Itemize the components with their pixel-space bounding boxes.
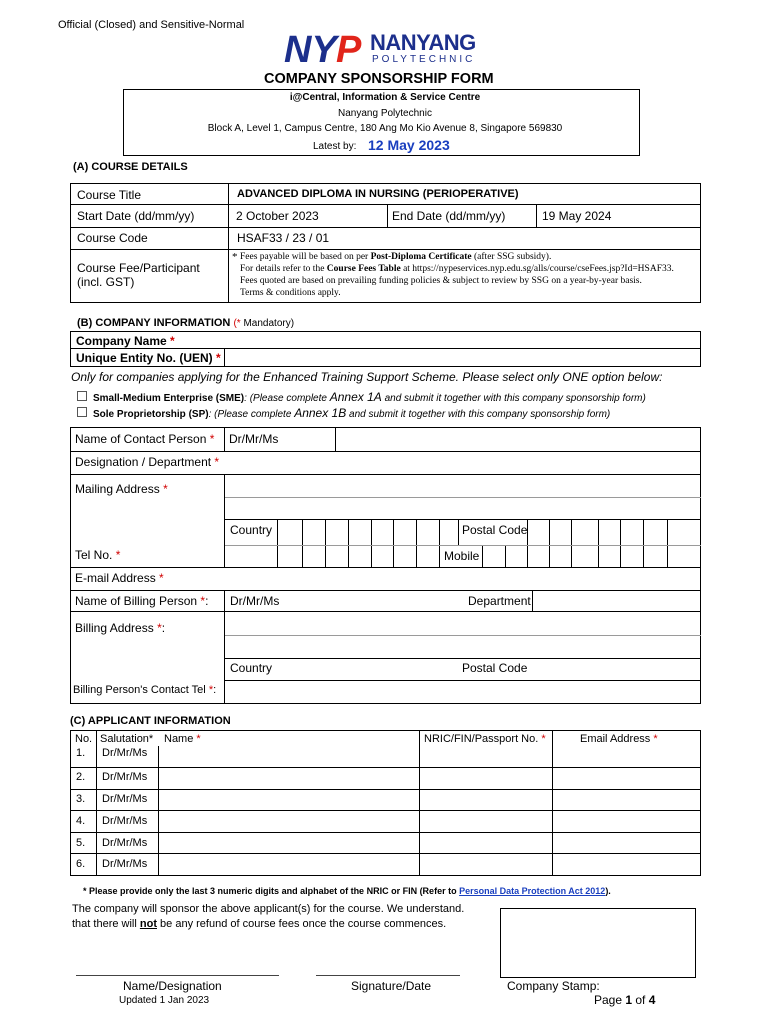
- section-b-heading: (B) COMPANY INFORMATION (* Mandatory): [77, 317, 295, 329]
- course-code-value: HSAF33 / 23 / 01: [237, 231, 330, 245]
- sp-checkbox[interactable]: [77, 407, 87, 417]
- applicant-row-salutation: Dr/Mr/Ms: [102, 837, 148, 849]
- applicant-row-no: 2.: [76, 771, 86, 783]
- course-title-label: Course Title: [77, 188, 142, 202]
- end-date-value: 19 May 2024: [542, 209, 612, 223]
- applicant-table: [70, 730, 701, 876]
- uen-label: Unique Entity No. (UEN) *: [76, 351, 221, 365]
- contact-salutation: Dr/Mr/Ms: [229, 432, 279, 446]
- fee-note-line-3: Fees quoted are based on prevailing funding policies & subject to review by SSG on a year-by-year basis.: [240, 276, 642, 286]
- start-date-label: Start Date (dd/mm/yy): [77, 209, 195, 223]
- applicant-row-no: 5.: [76, 837, 86, 849]
- page-indicator: Page 1 of 4: [594, 993, 656, 1007]
- declaration-line-2: that there will not be any refund of course fees once the course commences.: [72, 918, 447, 930]
- email-input[interactable]: [226, 569, 699, 588]
- sme-checkbox[interactable]: [77, 391, 87, 401]
- col-email-header: Email Address *: [580, 733, 658, 745]
- institution-name: Nanyang Polytechnic: [338, 108, 432, 119]
- company-stamp-box[interactable]: [500, 908, 696, 978]
- signature-date-label: Signature/Date: [351, 979, 432, 993]
- applicant-row-salutation: Dr/Mr/Ms: [102, 793, 148, 805]
- billing-country-label: Country: [230, 661, 273, 675]
- applicant-row-salutation: Dr/Mr/Ms: [102, 815, 148, 827]
- billing-address-input[interactable]: [226, 613, 699, 656]
- name-designation-label: Name/Designation: [123, 979, 222, 993]
- course-fee-label-1: Course Fee/Participant: [77, 261, 200, 275]
- mailing-country-label: Country: [230, 523, 273, 537]
- department-label: Department: [468, 594, 531, 608]
- svg-text:NY: NY: [284, 29, 337, 68]
- mailing-address-label: Mailing Address *: [75, 482, 168, 496]
- mobile-label: Mobile: [444, 549, 480, 563]
- designation-label: Designation / Department *: [75, 455, 220, 469]
- latest-date: 12 May 2023: [368, 137, 450, 153]
- applicant-row-no: 6.: [76, 858, 86, 870]
- col-nric-header: NRIC/FIN/Passport No. *: [424, 733, 546, 745]
- company-stamp-label: Company Stamp:: [507, 979, 600, 993]
- sme-option-label: Small-Medium Enterprise (SME): (Please complete Annex 1A and submit it together with this company sponsorship form): [93, 390, 646, 404]
- sp-option-label: Sole Proprietorship (SP): (Please complete Annex 1B and submit it together with this company sponsorship form): [93, 406, 611, 420]
- billing-person-label: Name of Billing Person *:: [75, 594, 209, 608]
- course-fee-label-2: (incl. GST): [77, 275, 135, 289]
- course-code-label: Course Code: [77, 231, 148, 245]
- latest-label: Latest by:: [313, 141, 357, 152]
- pdpa-link[interactable]: Personal Data Protection Act 2012: [459, 886, 606, 896]
- mailing-postal-label: Postal Code: [462, 523, 528, 537]
- updated-date: Updated 1 Jan 2023: [119, 995, 210, 1006]
- start-date-value: 2 October 2023: [236, 209, 319, 223]
- designation-input[interactable]: [226, 453, 699, 472]
- declaration-line-1: The company will sponsor the above applicant(s) for the course. We understand.: [72, 903, 465, 915]
- company-name-label: Company Name *: [76, 334, 175, 348]
- centre-name: i@Central, Information & Service Centre: [289, 92, 481, 103]
- contact-person-input[interactable]: [337, 429, 699, 449]
- applicant-row-salutation: Dr/Mr/Ms: [102, 747, 148, 759]
- nric-note: * Please provide only the last 3 numeric digits and alphabet of the NRIC or FIN (Refer to Personal Data Protection Act 2012).: [83, 886, 611, 896]
- applicant-row-no: 4.: [76, 815, 86, 827]
- scheme-note: Only for companies applying for the Enhanced Training Support Scheme. Please select only ONE option below:: [71, 370, 663, 384]
- email-label: E-mail Address *: [75, 571, 164, 585]
- col-no-header: No.: [75, 733, 93, 745]
- billing-tel-label: Billing Person's Contact Tel *:: [73, 684, 217, 696]
- course-title-value: ADVANCED DIPLOMA IN NURSING (PERIOPERATIVE): [237, 188, 519, 200]
- billing-postal-label: Postal Code: [462, 661, 528, 675]
- fee-note-line-4: Terms & conditions apply.: [240, 288, 341, 298]
- end-date-label: End Date (dd/mm/yy): [392, 209, 506, 223]
- fee-note-line-1: Fees payable will be based on per Post-Diploma Certificate (after SSG subsidy).: [240, 252, 552, 262]
- fee-note-star: *: [232, 251, 238, 263]
- mailing-address-input[interactable]: [226, 476, 699, 517]
- institution-address: Block A, Level 1, Campus Centre, 180 Ang Mo Kio Avenue 8, Singapore 569830: [207, 123, 563, 134]
- company-name-input[interactable]: [232, 333, 697, 347]
- logo-name: NANYANG: [370, 30, 476, 55]
- fee-note-line-2: For details refer to the Course Fees Table at https://nypeservices.nyp.edu.sg/alls/course/cseFees.jsp?Id=HSAF33.: [240, 264, 674, 274]
- logo-subtitle: POLYTECHNIC: [372, 54, 476, 65]
- applicant-row-salutation: Dr/Mr/Ms: [102, 771, 148, 783]
- applicant-row-salutation: Dr/Mr/Ms: [102, 858, 148, 870]
- billing-tel-input[interactable]: [226, 682, 699, 702]
- col-salutation-header: Salutation*: [100, 733, 154, 745]
- section-a-heading: (A) COURSE DETAILS: [73, 161, 188, 173]
- contact-person-label: Name of Contact Person *: [75, 432, 215, 446]
- billing-address-label: Billing Address *:: [75, 621, 166, 635]
- uen-input[interactable]: [226, 350, 698, 365]
- applicant-row-no: 3.: [76, 793, 86, 805]
- classification-label: Official (Closed) and Sensitive-Normal: [58, 19, 245, 31]
- billing-salutation: Dr/Mr/Ms: [230, 594, 280, 608]
- form-title: COMPANY SPONSORSHIP FORM: [264, 71, 494, 87]
- tel-label: Tel No. *: [75, 548, 121, 562]
- section-c-heading: (C) APPLICANT INFORMATION: [70, 715, 231, 727]
- svg-text:P: P: [336, 29, 362, 68]
- col-name-header: Name *: [164, 733, 201, 745]
- applicant-row-no: 1.: [76, 747, 86, 759]
